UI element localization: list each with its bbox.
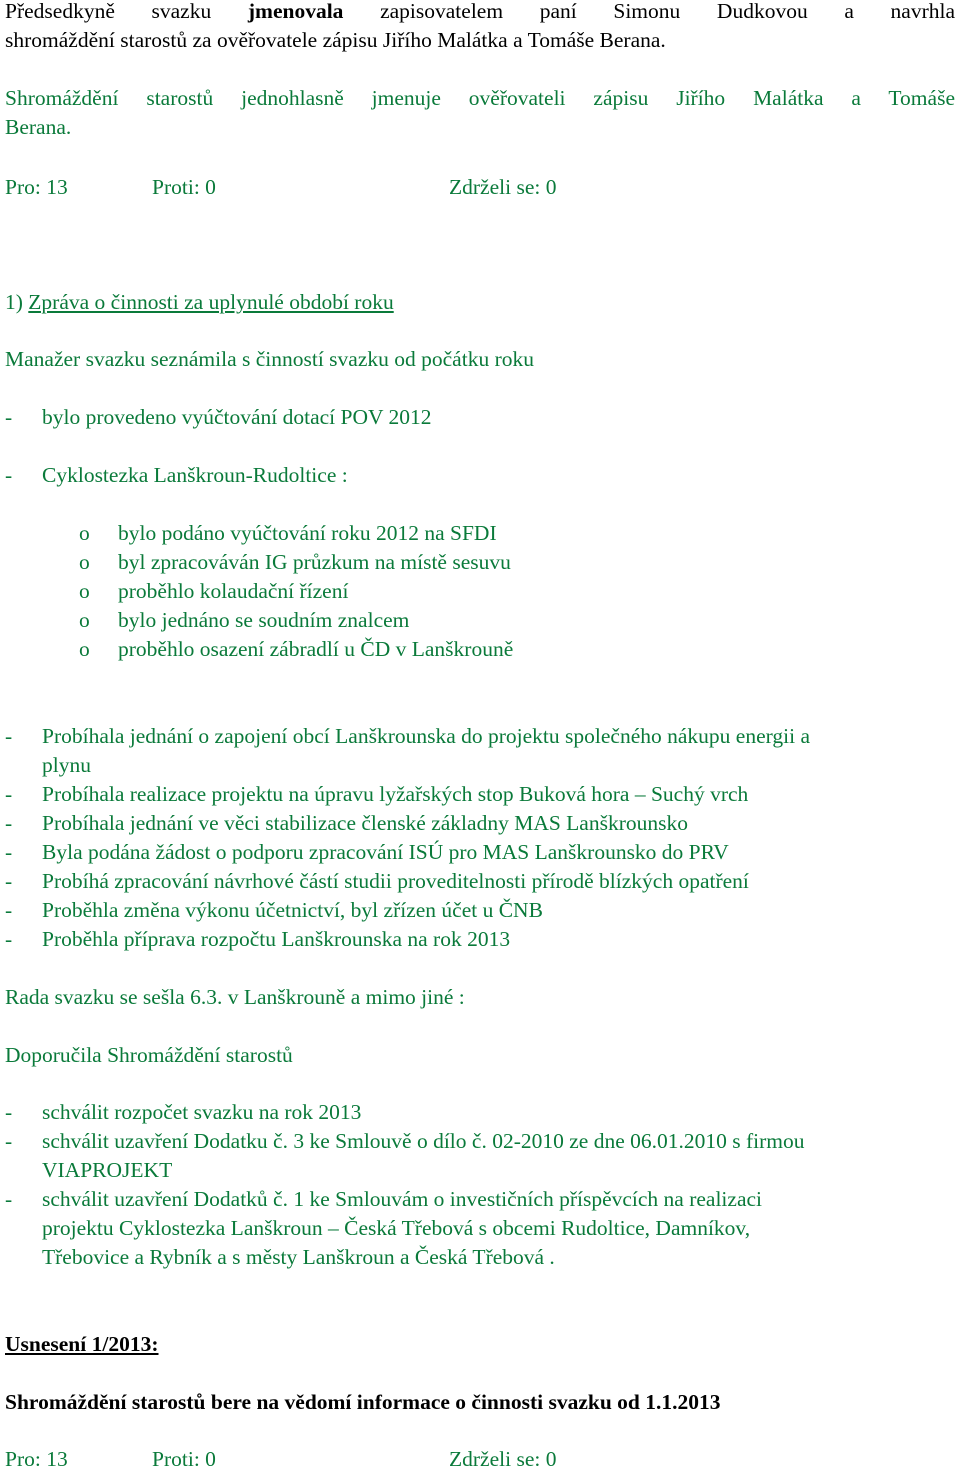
usneseni-heading: Usnesení 1/2013: bbox=[5, 1332, 159, 1356]
section-title: Zpráva o činnosti za uplynulé období roku bbox=[28, 290, 394, 314]
green-resolution-line-1: Shromáždění starostů jednohlasně jmenuje ověřovateli zápisu Jiřího Malátka a Tomáše bbox=[5, 86, 955, 110]
activity-item: - Probíhala jednání ve věci stabilizace členské základny MAS Lanškrounsko bbox=[5, 811, 688, 835]
activity-item: - Probíhala realizace projektu na úpravu lyžařských stop Buková hora – Suchý vrch bbox=[5, 782, 749, 806]
section-intro: Manažer svazku seznámila s činností svazku od počátku roku bbox=[5, 347, 534, 371]
intro-line-2: shromáždění starostů za ověřovatele zápisu Jiřího Malátka a Tomáše Berana. bbox=[5, 28, 666, 52]
usneseni-text: Shromáždění starostů bere na vědomí informace o činnosti svazku od 1.1.2013 bbox=[5, 1390, 721, 1414]
list-item: - bylo provedeno vyúčtování dotací POV 2012 bbox=[5, 405, 432, 429]
recommendation-item-continuation: projektu Cyklostezka Lanškroun – Česká Třebová s obcemi Rudoltice, Damníkov, bbox=[42, 1216, 751, 1240]
activity-item-continuation: plynu bbox=[42, 753, 91, 777]
activity-item: - Proběhla změna výkonu účetnictví, byl zřízen účet u ČNB bbox=[5, 898, 543, 922]
sub-list-item: o proběhlo osazení zábradlí u ČD v Lanškrouně bbox=[79, 637, 514, 661]
activity-item: - Probíhala jednání o zapojení obcí Lanškrounska do projektu společného nákupu energii a bbox=[5, 724, 811, 748]
sub-list-item: o proběhlo kolaudační řízení bbox=[79, 579, 349, 603]
recommendation-item: - schválit uzavření Dodatků č. 1 ke Smlouvám o investičních příspěvcích na realizaci bbox=[5, 1187, 763, 1211]
vote-result-1 bbox=[0, 173, 960, 202]
sub-list-item: o bylo podáno vyúčtování roku 2012 na SFDI bbox=[79, 521, 497, 545]
activity-item: - Probíhá zpracování návrhové částí studii proveditelnosti přírodě blízkých opatření bbox=[5, 869, 749, 893]
recommendation-item-continuation: Třebovice a Rybník a s městy Lanškroun a Česká Třebová . bbox=[42, 1245, 555, 1269]
section-number: 1) bbox=[5, 290, 23, 314]
activity-item: - Proběhla příprava rozpočtu Lanškrounska na rok 2013 bbox=[5, 927, 511, 951]
sub-list-item: o byl zpracováván IG průzkum na místě sesuvu bbox=[79, 550, 511, 574]
recommendation-item: - schválit uzavření Dodatku č. 3 ke Smlouvě o dílo č. 02-2010 ze dne 06.01.2010 s firmou bbox=[5, 1129, 805, 1153]
vote-result-2 bbox=[0, 1445, 960, 1471]
vote-proti: Proti: 0 bbox=[152, 1447, 216, 1471]
intro-bold-word: jmenovala bbox=[247, 0, 344, 23]
vote-pro: Pro: 13 bbox=[5, 1447, 68, 1471]
vote-proti: Proti: 0 bbox=[152, 175, 216, 199]
section-heading bbox=[5, 288, 394, 317]
list-item: - Cyklostezka Lanškroun-Rudoltice : bbox=[5, 463, 348, 487]
vote-zdrzeli: Zdrželi se: 0 bbox=[449, 175, 557, 199]
sub-list-item: o bylo jednáno se soudním znalcem bbox=[79, 608, 410, 632]
vote-pro: Pro: 13 bbox=[5, 175, 68, 199]
activity-item: - Byla podána žádost o podporu zpracování ISÚ pro MAS Lanškrounsko do PRV bbox=[5, 840, 729, 864]
intro-line-1: Předsedkyně svazku jmenovala zapisovatelem paní Simonu Dudkovou a navrhla bbox=[5, 0, 956, 23]
recommendation-item-continuation: VIAPROJEKT bbox=[42, 1158, 173, 1182]
rada-statement: Rada svazku se sešla 6.3. v Lanškrouně a mimo jiné : bbox=[5, 985, 465, 1009]
vote-zdrzeli: Zdrželi se: 0 bbox=[449, 1447, 557, 1471]
doporucila-statement: Doporučila Shromáždění starostů bbox=[5, 1043, 293, 1067]
recommendation-item: - schválit rozpočet svazku na rok 2013 bbox=[5, 1100, 362, 1124]
green-resolution-line-2: Berana. bbox=[5, 115, 72, 139]
